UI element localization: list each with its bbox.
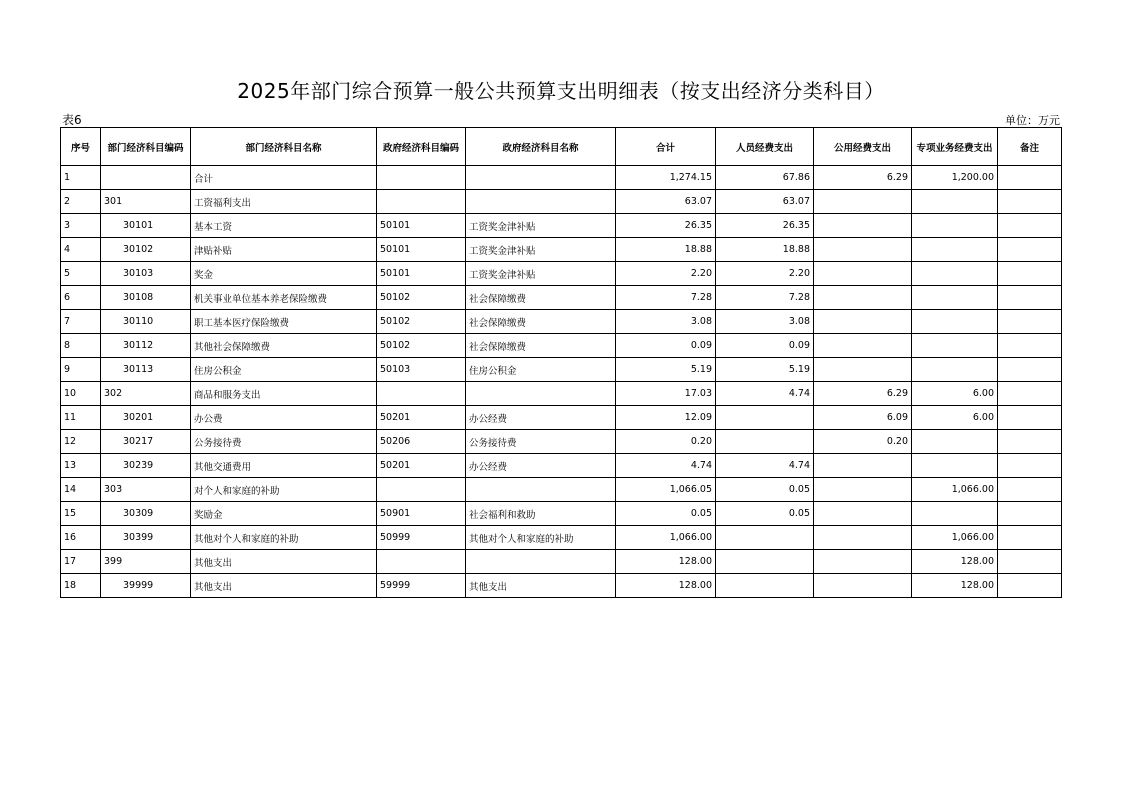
cell-gov-name: 社会保障缴费 [466, 310, 616, 334]
cell-gov-name [466, 550, 616, 574]
cell-dept-name: 基本工资 [191, 214, 377, 238]
cell-public [814, 502, 912, 526]
table-row [61, 454, 1062, 478]
cell-seq: 14 [61, 478, 101, 502]
header-dept-name: 部门经济科目名称 [191, 128, 377, 166]
cell-public [814, 454, 912, 478]
cell-special: 1,066.00 [912, 478, 998, 502]
cell-total: 12.09 [616, 406, 716, 430]
cell-public [814, 334, 912, 358]
page-title: 2025年部门综合预算一般公共预算支出明细表（按支出经济分类科目） [237, 79, 885, 103]
cell-total: 0.09 [616, 334, 716, 358]
table-row [61, 574, 1062, 598]
table-row [61, 214, 1062, 238]
cell-personnel [716, 430, 814, 454]
table-row [61, 502, 1062, 526]
table-row [61, 166, 1062, 190]
cell-dept-name: 公务接待费 [191, 430, 377, 454]
cell-special [912, 454, 998, 478]
cell-gov-code: 50102 [377, 310, 466, 334]
table-row [61, 262, 1062, 286]
cell-personnel [716, 574, 814, 598]
header-gov-code: 政府经济科目编码 [377, 128, 466, 166]
cell-total: 128.00 [616, 574, 716, 598]
cell-personnel [716, 550, 814, 574]
cell-note [998, 550, 1062, 574]
cell-gov-name [466, 478, 616, 502]
cell-dept-code: 30108 [101, 286, 191, 310]
cell-dept-code: 30399 [101, 526, 191, 550]
table-row [61, 358, 1062, 382]
cell-special [912, 262, 998, 286]
cell-personnel: 4.74 [716, 382, 814, 406]
cell-dept-name: 对个人和家庭的补助 [191, 478, 377, 502]
table-row [61, 238, 1062, 262]
cell-gov-code [377, 550, 466, 574]
cell-dept-code: 399 [101, 550, 191, 574]
cell-gov-code [377, 190, 466, 214]
cell-seq: 13 [61, 454, 101, 478]
cell-personnel: 4.74 [716, 454, 814, 478]
cell-special: 1,200.00 [912, 166, 998, 190]
cell-total: 26.35 [616, 214, 716, 238]
cell-gov-code: 50102 [377, 286, 466, 310]
cell-note [998, 358, 1062, 382]
cell-special [912, 334, 998, 358]
cell-special: 128.00 [912, 550, 998, 574]
cell-dept-name: 职工基本医疗保险缴费 [191, 310, 377, 334]
cell-gov-name: 公务接待费 [466, 430, 616, 454]
cell-personnel [716, 406, 814, 430]
cell-public [814, 214, 912, 238]
cell-note [998, 430, 1062, 454]
cell-seq: 9 [61, 358, 101, 382]
table-row [61, 310, 1062, 334]
cell-dept-code: 30102 [101, 238, 191, 262]
cell-total: 0.20 [616, 430, 716, 454]
cell-gov-name: 工资奖金津补贴 [466, 238, 616, 262]
cell-special [912, 214, 998, 238]
cell-seq: 18 [61, 574, 101, 598]
cell-total: 1,066.00 [616, 526, 716, 550]
cell-gov-code [377, 166, 466, 190]
table-row [61, 430, 1062, 454]
cell-total: 0.05 [616, 502, 716, 526]
cell-special [912, 286, 998, 310]
cell-special: 6.00 [912, 382, 998, 406]
cell-gov-name: 办公经费 [466, 454, 616, 478]
cell-note [998, 310, 1062, 334]
cell-note [998, 406, 1062, 430]
table-row [61, 478, 1062, 502]
cell-gov-name: 其他支出 [466, 574, 616, 598]
cell-seq: 17 [61, 550, 101, 574]
cell-dept-code: 30309 [101, 502, 191, 526]
cell-public [814, 238, 912, 262]
header-total: 合计 [616, 128, 716, 166]
cell-gov-code: 50102 [377, 334, 466, 358]
header-personnel: 人员经费支出 [716, 128, 814, 166]
cell-note [998, 166, 1062, 190]
cell-personnel: 0.05 [716, 502, 814, 526]
table-body [61, 166, 1062, 598]
cell-personnel: 67.86 [716, 166, 814, 190]
cell-special [912, 358, 998, 382]
cell-special [912, 430, 998, 454]
cell-gov-name: 社会福利和救助 [466, 502, 616, 526]
cell-public [814, 262, 912, 286]
cell-personnel: 3.08 [716, 310, 814, 334]
cell-total: 1,274.15 [616, 166, 716, 190]
cell-total: 17.03 [616, 382, 716, 406]
cell-note [998, 286, 1062, 310]
cell-gov-code [377, 382, 466, 406]
cell-public [814, 550, 912, 574]
cell-total: 3.08 [616, 310, 716, 334]
header-seq: 序号 [61, 128, 101, 166]
cell-gov-name [466, 382, 616, 406]
cell-dept-name: 办公费 [191, 406, 377, 430]
cell-dept-name: 其他交通费用 [191, 454, 377, 478]
cell-gov-code: 50101 [377, 214, 466, 238]
cell-personnel: 2.20 [716, 262, 814, 286]
cell-total: 2.20 [616, 262, 716, 286]
cell-special [912, 502, 998, 526]
cell-dept-code: 30103 [101, 262, 191, 286]
cell-public: 6.29 [814, 382, 912, 406]
cell-seq: 1 [61, 166, 101, 190]
cell-dept-name: 商品和服务支出 [191, 382, 377, 406]
cell-gov-name: 社会保障缴费 [466, 286, 616, 310]
cell-dept-code: 30201 [101, 406, 191, 430]
cell-public: 6.09 [814, 406, 912, 430]
cell-personnel: 7.28 [716, 286, 814, 310]
cell-gov-name: 社会保障缴费 [466, 334, 616, 358]
cell-dept-name: 合计 [191, 166, 377, 190]
cell-gov-code: 50201 [377, 454, 466, 478]
cell-gov-name: 住房公积金 [466, 358, 616, 382]
cell-public [814, 574, 912, 598]
cell-personnel: 18.88 [716, 238, 814, 262]
cell-dept-code: 301 [101, 190, 191, 214]
cell-total: 63.07 [616, 190, 716, 214]
table-row [61, 190, 1062, 214]
table-row [61, 406, 1062, 430]
cell-gov-name: 其他对个人和家庭的补助 [466, 526, 616, 550]
cell-dept-code: 30239 [101, 454, 191, 478]
cell-gov-name: 办公经费 [466, 406, 616, 430]
cell-public [814, 190, 912, 214]
cell-note [998, 214, 1062, 238]
cell-seq: 3 [61, 214, 101, 238]
cell-public: 6.29 [814, 166, 912, 190]
cell-special: 6.00 [912, 406, 998, 430]
cell-gov-code: 50999 [377, 526, 466, 550]
cell-total: 18.88 [616, 238, 716, 262]
cell-dept-code: 30112 [101, 334, 191, 358]
cell-dept-name: 其他社会保障缴费 [191, 334, 377, 358]
cell-seq: 16 [61, 526, 101, 550]
table-row [61, 286, 1062, 310]
cell-gov-name [466, 190, 616, 214]
cell-gov-code: 50901 [377, 502, 466, 526]
cell-total: 5.19 [616, 358, 716, 382]
cell-public: 0.20 [814, 430, 912, 454]
cell-dept-code [101, 166, 191, 190]
header-note: 备注 [998, 128, 1062, 166]
cell-personnel: 26.35 [716, 214, 814, 238]
cell-note [998, 190, 1062, 214]
header-gov-name: 政府经济科目名称 [466, 128, 616, 166]
cell-seq: 15 [61, 502, 101, 526]
cell-public [814, 358, 912, 382]
cell-public [814, 478, 912, 502]
cell-note [998, 262, 1062, 286]
cell-gov-name: 工资奖金津补贴 [466, 262, 616, 286]
cell-note [998, 526, 1062, 550]
cell-special [912, 310, 998, 334]
cell-dept-code: 30110 [101, 310, 191, 334]
cell-dept-code: 302 [101, 382, 191, 406]
cell-seq: 11 [61, 406, 101, 430]
cell-gov-code: 50103 [377, 358, 466, 382]
cell-dept-name: 住房公积金 [191, 358, 377, 382]
cell-gov-code: 50201 [377, 406, 466, 430]
cell-gov-code: 50206 [377, 430, 466, 454]
cell-gov-code: 59999 [377, 574, 466, 598]
cell-dept-code: 30113 [101, 358, 191, 382]
cell-seq: 4 [61, 238, 101, 262]
budget-expenditure-table [60, 127, 1062, 598]
cell-dept-name: 工资福利支出 [191, 190, 377, 214]
cell-dept-name: 其他对个人和家庭的补助 [191, 526, 377, 550]
cell-seq: 7 [61, 310, 101, 334]
cell-personnel: 63.07 [716, 190, 814, 214]
table-row [61, 334, 1062, 358]
header-special: 专项业务经费支出 [912, 128, 998, 166]
cell-total: 1,066.05 [616, 478, 716, 502]
cell-note [998, 334, 1062, 358]
cell-gov-name: 工资奖金津补贴 [466, 214, 616, 238]
cell-seq: 2 [61, 190, 101, 214]
cell-personnel: 0.05 [716, 478, 814, 502]
table-row [61, 550, 1062, 574]
cell-note [998, 454, 1062, 478]
table-row [61, 382, 1062, 406]
cell-public [814, 286, 912, 310]
cell-dept-name: 其他支出 [191, 574, 377, 598]
unit-label: 单位：万元 [1005, 114, 1060, 127]
cell-dept-code: 30217 [101, 430, 191, 454]
cell-public [814, 310, 912, 334]
table-number-label: 表6 [62, 113, 82, 127]
cell-seq: 5 [61, 262, 101, 286]
cell-gov-code: 50101 [377, 262, 466, 286]
table-header-row [61, 128, 1062, 166]
cell-note [998, 502, 1062, 526]
cell-dept-code: 39999 [101, 574, 191, 598]
cell-seq: 6 [61, 286, 101, 310]
cell-note [998, 382, 1062, 406]
cell-dept-name: 机关事业单位基本养老保险缴费 [191, 286, 377, 310]
cell-dept-name: 津贴补贴 [191, 238, 377, 262]
cell-dept-code: 303 [101, 478, 191, 502]
cell-gov-code [377, 478, 466, 502]
cell-total: 4.74 [616, 454, 716, 478]
header-dept-code: 部门经济科目编码 [101, 128, 191, 166]
cell-public [814, 526, 912, 550]
cell-note [998, 238, 1062, 262]
cell-dept-name: 奖励金 [191, 502, 377, 526]
cell-total: 128.00 [616, 550, 716, 574]
header-public: 公用经费支出 [814, 128, 912, 166]
cell-dept-name: 奖金 [191, 262, 377, 286]
cell-special: 128.00 [912, 574, 998, 598]
cell-dept-name: 其他支出 [191, 550, 377, 574]
table-row [61, 526, 1062, 550]
cell-special [912, 190, 998, 214]
cell-special [912, 238, 998, 262]
cell-note [998, 478, 1062, 502]
cell-seq: 8 [61, 334, 101, 358]
cell-personnel: 0.09 [716, 334, 814, 358]
cell-seq: 12 [61, 430, 101, 454]
cell-note [998, 574, 1062, 598]
cell-gov-code: 50101 [377, 238, 466, 262]
cell-gov-name [466, 166, 616, 190]
cell-personnel [716, 526, 814, 550]
cell-special: 1,066.00 [912, 526, 998, 550]
cell-dept-code: 30101 [101, 214, 191, 238]
cell-personnel: 5.19 [716, 358, 814, 382]
cell-total: 7.28 [616, 286, 716, 310]
cell-seq: 10 [61, 382, 101, 406]
